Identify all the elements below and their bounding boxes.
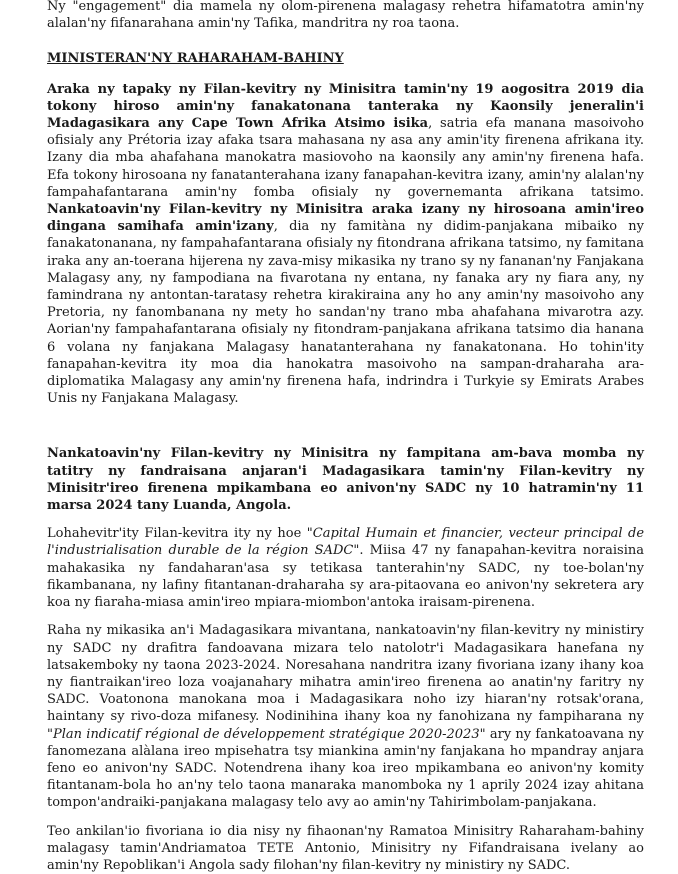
paragraph-sadc-theme [47, 525, 644, 611]
paragraph-text: ary ny fankatoavana ny fanomezana alàlana ireo mpisehatra tsy miankina amin'ny fanjakana ho mpandray anjara feno eo anivon'ny SADC. Notendrena ihany koa ireo mpikambana eo anivon'ny komity fitantanam-bola ho an'ny telo taona manaraka manomboka ny 1 aprily 2024 izay ahitana tompon'andraiki-panjakana malagasy telo avy ao amin'ny Tahirimbolam-panjakana. [47, 726, 644, 811]
paragraph-minister-meeting: Teo ankilan'io fivoriana io dia nisy ny fihaonan'ny Ramatoa Minisitry Raharaham-bahiny malagasy tamin'Andriamatoa TETE Antonio, Minisitry ny Fifandraisana ivelany ao amin'ny Repoblikan'i Angola sady filohan'ny filan-kevitry ny ministiry ny SADC. [47, 823, 644, 873]
paragraph-text: , satria efa manana masoivoho ofisialy any Prétoria izay afaka tsara mahasana ny asa any amin'ity firenena afrikana ity. Izany dia mba ahafahana manokatra masiovoho na kaonsily any amin'ny firenena hafa. Efa tokony hirosoana ny fanatanterahana izany fanapahan-kevitra izany, amin'ny alalan'ny fampahafantarana amin'ny fomba ofisialy ny governemanta afrikana tatsimo. [47, 116, 644, 200]
paragraph-madagascar-contribution [47, 622, 644, 811]
paragraph-text: Raha ny mikasika an'i Madagasikara mivantana, nankatoavin'ny filan-kevitry ny ministiry ny SADC ny drafitra fandoavana mizara telo natolotr'i Madagasikara hanefana ny latsakemboky ny taona 2023-2024. Noresahana nandritra izany fivoriana izany ihany koa ny fiantraikan'ireo loza voajanahary mihatra amin'ireo firenena ao anatin'ny faritry ny SADC. Voatonona manokana moa i Madagasikara noho izy hiaran'ny rotsak'orana, haintany sy rivo-doza mifanesy. Nodinihina ihany koa ny fanohizana ny fampiharana ny [47, 623, 644, 725]
paragraph-text: Lohahevitr'ity Filan-kevitra ity ny hoe [47, 526, 307, 542]
bold-decision-steps: Nankatoavin'ny Filan-kevitry ny Minisitra araka izany ny hirosoana amin'ireo dingana samihafa amin'izany [47, 202, 644, 235]
paragraph-text: , dia ny famitàna ny didim-panjakana mibaiko ny fanakatonanana, ny fampahafantarana ofisialy ny fitondrana afrikana tatsimo, ny famitana iraka any an-toerana hijerena ny zava-misy mikasika ny trano sy ny fananan'ny Fanjakana Malagasy any, ny fampodiana na fivarotana ny entana, ny fanaka ary ny fiara any, ny famindrana ny antontan-taratasy rehetra kirakiraina any ho any amin'ny masoivoho any Pretoria, ny fanombanana ny mety ho sandan'ny trano mba ahafahana mivarotra azy. Aorian'ny fampahafantarana ofisialy ny fitondram-panjakana afrikana tatsimo dia hanana 6 volana ny fanjakana Malagasy hanatanterahana ny fanakatonana. Ho tohin'ity fanapahan-kevitra ity moa dia hanokatra masoivoho na sampan-draharaha ara-diplomatika Malagasy any amin'ny firenena hafa, indrindra i Turkyie sy Emirats Arabes Unis ny Fanjakana Malagasy. [47, 219, 644, 407]
italic-plan-quote: "Plan indicatif régional de développement stratégique 2020-2023" [47, 726, 486, 742]
paragraph-text: . Miisa 47 ny fanapahan-kevitra noraisina mahakasika ny fandaharan'asa sy tetikasa tanterahin'ny SADC, ny toe-bolan'ny fikambanana, ny lafiny fitantanan-draharaha sy ara-pitaovana eo anivon'ny sekretera ary koa ny fiaraha-miasa amin'ireo mpiara-miombon'antoka iraisam-pirenena. [47, 543, 644, 611]
paragraph-sadc-decision: Nankatoavin'ny Filan-kevitry ny Minisitra ny fampitana am-bava momba ny tatitry ny fandraisana anjaran'i Madagasikara tamin'ny Filan-kevitry ny Minisitr'ireo firenena mpikambana eo anivon'ny SADC ny 10 hatramin'ny 11 marsa 2024 tany Luanda, Angola. [47, 446, 644, 514]
bold-decision-closure: Araka ny tapaky ny Filan-kevitry ny Minisitra tamin'ny 19 aogositra 2019 dia tokony hiroso amin'ny fanakatonana tanteraka ny Kaonsily jeneralin'i Madagasikara any Cape Town Afrika Atsimo isika [47, 81, 644, 132]
paragraph-closure-cape-town [47, 81, 644, 408]
section-title: MINISTERAN'NY RAHARAHAM-BAHINY [47, 51, 344, 67]
italic-theme-quote: "Capital Humain et financier, vecteur principal de l'industrialisation durable de la région SADC" [47, 526, 645, 559]
intro-paragraph: Ny "engagement" dia mamela ny olom-pirenena malagasy rehetra hifamatotra amin'ny alalan'ny fifanarahana amin'ny Tafika, mandritra ny roa taona. [47, 0, 644, 32]
